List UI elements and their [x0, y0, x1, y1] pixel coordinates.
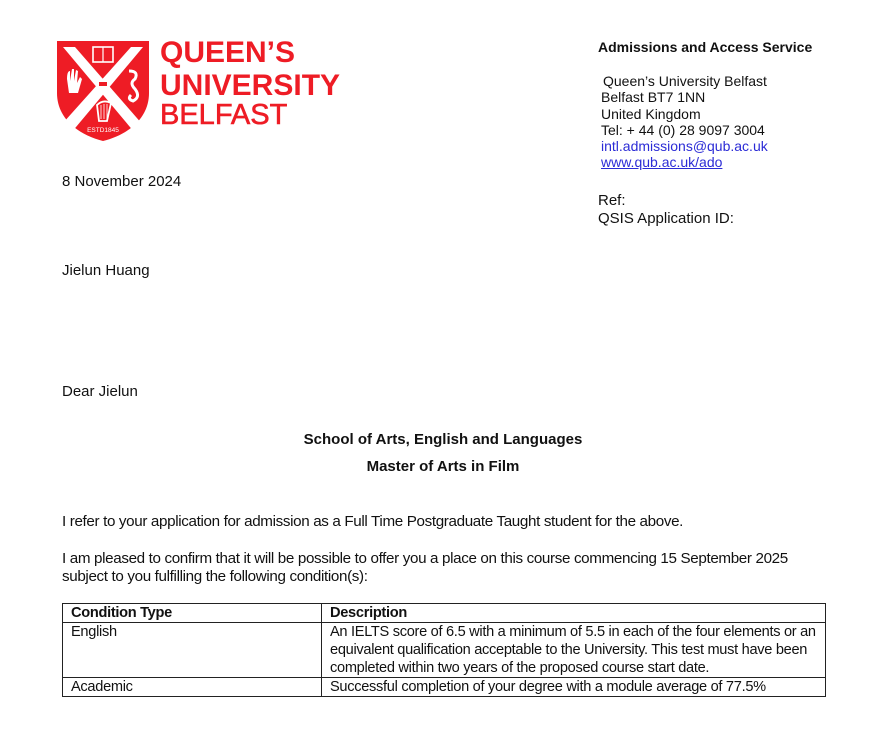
- logo-wordmark-line-3: BELFAST: [160, 99, 288, 131]
- ref-label: Ref:: [598, 192, 626, 209]
- service-title: Admissions and Access Service: [598, 39, 813, 55]
- website-link[interactable]: www.qub.ac.uk/ado: [601, 154, 723, 171]
- logo-wordmark-line-1: QUEEN’S: [160, 36, 296, 69]
- address-line: Queen’s University Belfast: [603, 73, 767, 89]
- condition-type-cell: English: [63, 623, 322, 678]
- address-line: United Kingdom: [601, 105, 701, 122]
- table-row: [63, 678, 826, 697]
- table-row: [63, 623, 826, 678]
- conditions-table: [62, 603, 826, 697]
- application-id-label: QSIS Application ID:: [598, 210, 734, 227]
- salutation: Dear Jielun: [62, 383, 138, 400]
- letter-date: 8 November 2024: [62, 173, 182, 190]
- column-header: Condition Type: [63, 604, 322, 623]
- address-line: Belfast BT7 1NN: [601, 89, 706, 106]
- school-heading: School of Arts, English and Languages: [303, 431, 583, 448]
- phone-number: Tel: + 44 (0) 28 9097 3004: [601, 121, 765, 138]
- table-header-row: [63, 604, 826, 623]
- body-paragraph: I refer to your application for admission as a Full Time Postgraduate Taught student for the above.: [62, 513, 684, 530]
- reference-block: [598, 192, 734, 228]
- condition-description-cell: An IELTS score of 6.5 with a minimum of 5.5 in each of the four elements or an equivalent qualification acceptable to the University. This test must have been completed within two years of the proposed course start date.: [322, 623, 826, 678]
- condition-type-cell: Academic: [63, 678, 322, 697]
- body-paragraph: I am pleased to confirm that it will be possible to offer you a place on this course commencing 15 September 2025 subject to you fulfilling the following condition(s):: [62, 550, 788, 585]
- recipient-name: Jielun Huang: [62, 262, 150, 279]
- university-crest-logo: [57, 41, 149, 141]
- programme-heading: Master of Arts in Film: [366, 458, 520, 475]
- column-header: Description: [322, 604, 826, 623]
- sender-address: [601, 73, 768, 171]
- logo-wordmark-line-2: UNIVERSITY: [160, 69, 341, 102]
- crest-established-text: ESTD1845: [87, 127, 119, 134]
- email-link[interactable]: intl.admissions@qub.ac.uk: [601, 138, 768, 155]
- condition-description-cell: Successful completion of your degree with a module average of 77.5%: [322, 678, 826, 697]
